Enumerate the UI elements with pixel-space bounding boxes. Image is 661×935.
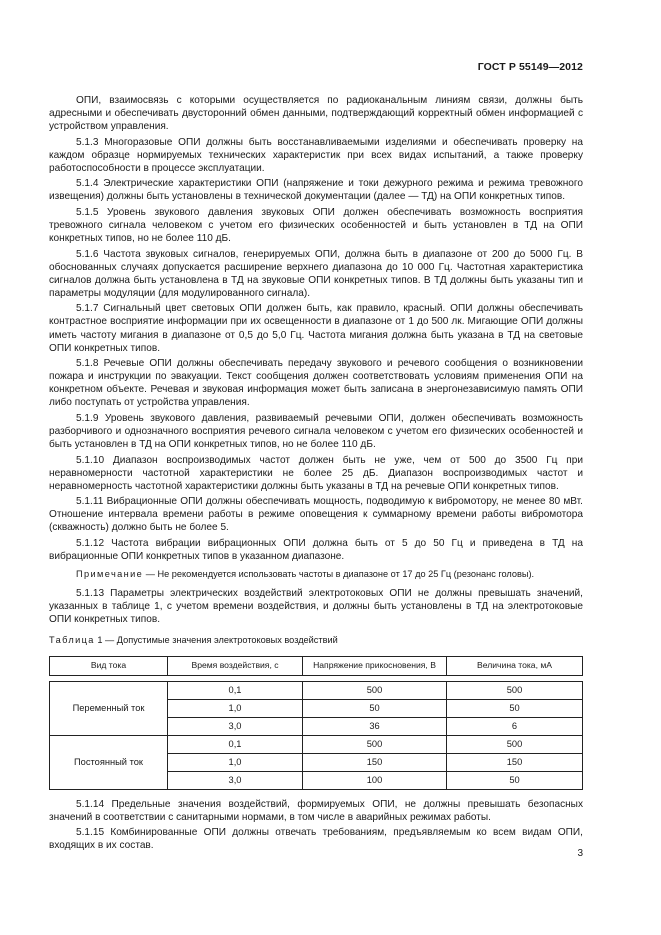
table-cell: 6 bbox=[447, 717, 583, 735]
paragraph-5-1-4: 5.1.4 Электрические характеристики ОПИ (напряжение и токи дежурного режима и режима тревожного извещения) должны быть установлены в технической документации (далее — ТД) на ОПИ конкретных типов. bbox=[49, 178, 583, 203]
table-cell: 500 bbox=[303, 735, 447, 753]
table-cell: 500 bbox=[447, 735, 583, 753]
table-cell: 1,0 bbox=[168, 699, 303, 717]
paragraph-5-1-13: 5.1.13 Параметры электрических воздействий электротоковых ОПИ не должны превышать значений, указанных в таблице 1, с учетом времени воздействия, и должны быть установлены в ТД на электротоковые ОПИ конкретных типов. bbox=[49, 588, 583, 626]
table-cell: 500 bbox=[303, 681, 447, 699]
header-current-type: Вид тока bbox=[50, 656, 168, 675]
standard-designation: ГОСТ Р 55149—2012 bbox=[477, 61, 583, 73]
note-label: Примечание bbox=[76, 569, 144, 580]
electrocurrent-table bbox=[49, 656, 583, 790]
paragraph-5-1-6: 5.1.6 Частота звуковых сигналов, генерируемых ОПИ, должна быть в диапазоне от 200 до 5000 Гц. В обоснованных случаях допускается расширение верхнего диапазона до 10 000 Гц. Частотная характеристика сигналов должна быть установлена в ТД на звуковые ОПИ конкретных типов. В ТД должны быть указаны тип и параметры модуляции (для модулированного сигнала). bbox=[49, 248, 583, 299]
paragraph-5-1-11: 5.1.11 Вибрационные ОПИ должны обеспечивать мощность, подводимую к вибромотору, не менее 80 мВт. Отношение интервала времени работы в режиме оповещения к суммарному времени работы вибромотора (скважность) должно быть не более 5. bbox=[49, 496, 583, 534]
paragraph-5-1-8: 5.1.8 Речевые ОПИ должны обеспечивать передачу звукового и речевого сообщения о возникновении пожара и инструкции по эвакуации. Текст сообщения должен соответствовать условиям применения ОПИ на конкретном объекте. Речевая и звуковая информация может быть записана в энергонезависимую память ОПИ либо поступать от устройства управления. bbox=[49, 358, 583, 409]
paragraph-5-1-10: 5.1.10 Диапазон воспроизводимых частот должен быть не уже, чем от 500 до 3500 Гц при неравномерности частотной характеристики не более 25 дБ. Диапазон воспроизводимых частот и неравномерность частотной характеристики должны быть указаны в ТД на речевые ОПИ конкретных типов. bbox=[49, 454, 583, 492]
table-caption-text: 1 — Допустимые значения электротоковых воздействий bbox=[94, 635, 338, 646]
header-exposure-time: Время воздействия, с bbox=[168, 656, 303, 675]
table-cell: 500 bbox=[447, 681, 583, 699]
table-cell: 1,0 bbox=[168, 753, 303, 771]
paragraph-5-1-7: 5.1.7 Сигнальный цвет световых ОПИ должен быть, как правило, красный. ОПИ должны обеспечивать контрастное восприятие информации при их освещенности в диапазоне от 1 до 500 лк. Мигающие ОПИ должны иметь частоту мигания в диапазоне от 0,5 до 5,0 Гц. Частота мигания должна быть указана в ТД на световые ОПИ конкретных типов. bbox=[49, 303, 583, 354]
header-current-value: Величина тока, мА bbox=[447, 656, 583, 675]
table-cell: 150 bbox=[303, 753, 447, 771]
current-type-cell: Переменный ток bbox=[50, 681, 168, 735]
current-type-cell: Постоянный ток bbox=[50, 735, 168, 789]
table-cell: 3,0 bbox=[168, 717, 303, 735]
table-row bbox=[50, 681, 583, 699]
table-header-row bbox=[50, 656, 583, 675]
table-cell: 0,1 bbox=[168, 735, 303, 753]
paragraph-5-1-3: 5.1.3 Многоразовые ОПИ должны быть восстанавливаемыми изделиями и обеспечивать проверку на каждом образце нормируемых технических характеристик при всех видах испытаний, а также проверку работоспособности в процессе эксплуатации. bbox=[49, 136, 583, 174]
table-caption-label: Таблица bbox=[49, 635, 95, 646]
table-cell: 150 bbox=[447, 753, 583, 771]
table-cell: 3,0 bbox=[168, 771, 303, 789]
note bbox=[49, 568, 583, 581]
paragraph-5-1-15: 5.1.15 Комбинированные ОПИ должны отвечать требованиям, предъявляемым ко всем видам ОПИ, входящих в их состав. bbox=[49, 827, 583, 852]
paragraph: ОПИ, взаимосвязь с которыми осуществляется по радиоканальным линиям связи, должны быть адресными и обеспечивать двусторонний обмен данными, подтверждающий корректный обмен информацией с устройством управления. bbox=[49, 95, 583, 133]
page-number: 3 bbox=[577, 848, 583, 859]
table-cell: 50 bbox=[447, 771, 583, 789]
table-cell: 36 bbox=[303, 717, 447, 735]
table-cell: 50 bbox=[303, 699, 447, 717]
note-text: — Не рекомендуется использовать частоты в диапазоне от 17 до 25 Гц (резонанс головы). bbox=[143, 569, 535, 580]
paragraph-5-1-14: 5.1.14 Предельные значения воздействий, формируемых ОПИ, не должны превышать безопасных значений в соответствии с санитарными нормами, в том числе в аварийных режимах работы. bbox=[49, 798, 583, 823]
table-caption bbox=[49, 634, 583, 647]
table-row bbox=[50, 735, 583, 753]
document-body bbox=[49, 94, 583, 855]
table-cell: 0,1 bbox=[168, 681, 303, 699]
table-cell: 100 bbox=[303, 771, 447, 789]
table-cell: 50 bbox=[447, 699, 583, 717]
paragraph-5-1-12: 5.1.12 Частота вибрации вибрационных ОПИ должна быть от 5 до 50 Гц и приведена в ТД на вибрационные ОПИ конкретных типов в указанном диапазоне. bbox=[49, 537, 583, 562]
header-touch-voltage: Напряжение прикосновения, В bbox=[303, 656, 447, 675]
paragraph-5-1-5: 5.1.5 Уровень звукового давления звуковых ОПИ должен обеспечивать возможность восприятия тревожного сигнала человеком с учетом его физических особенностей и быть установлен в ТД на ОПИ конкретных типов, но не более 110 дБ. bbox=[49, 206, 583, 245]
paragraph-5-1-9: 5.1.9 Уровень звукового давления, развиваемый речевыми ОПИ, должен обеспечивать возможность разборчивого и однозначного восприятия речевого сигнала человеком с учетом его физических особенностей и быть установлен в ТД на ОПИ конкретных типов, но не более 110 дБ. bbox=[49, 412, 583, 451]
